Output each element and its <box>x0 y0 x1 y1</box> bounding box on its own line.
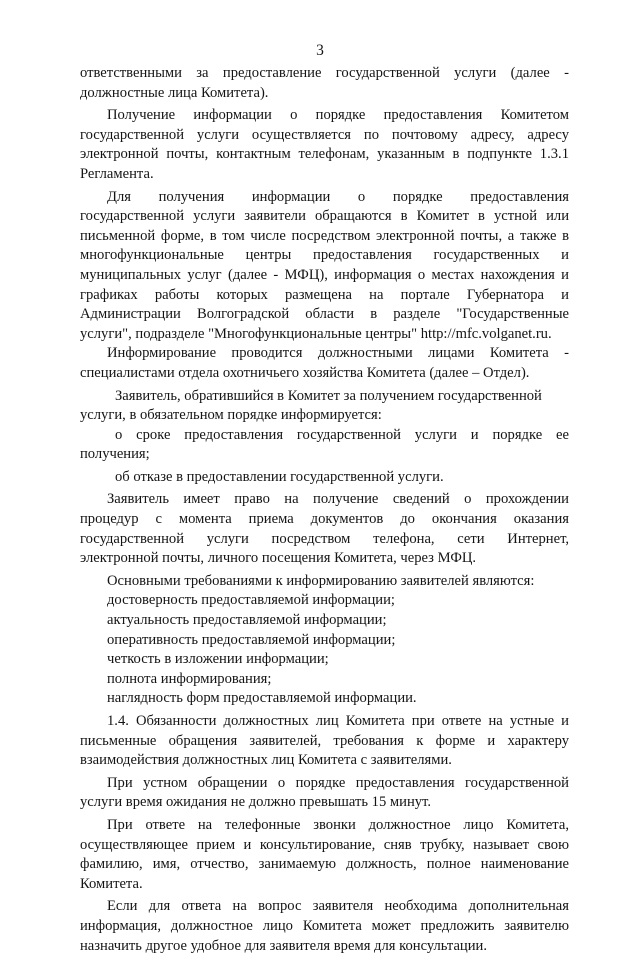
text-line: Заявитель, обратившийся в Комитет за получением государственной <box>115 387 542 404</box>
text-line: письменные обращения заявителей, требования к форме и характеру <box>80 732 569 749</box>
text-line: Если для ответа на вопрос заявителя необходима дополнительная <box>107 898 569 915</box>
text-line: Заявитель имеет право на получение сведений о прохождении <box>107 491 569 508</box>
text-line: услуги время ожидания не должно превышать 15 минут. <box>80 794 431 811</box>
page-number: 3 <box>316 42 324 59</box>
text-line: ответственными за предоставление государственной услуги (далее - <box>80 65 569 81</box>
text-line: услуги", подразделе "Многофункциональные центры" http://mfc.volganet.ru. <box>80 325 552 342</box>
text-line: назначить другое удобное для заявителя время для консультации. <box>80 937 488 954</box>
text-line: достоверность предоставляемой информации; <box>107 592 395 609</box>
text-line: осуществляющее прием и консультирование, сняв трубку, называет свою <box>80 836 569 853</box>
text-line: актуальность предоставляемой информации; <box>107 612 387 629</box>
text-line: Комитета. <box>80 875 143 892</box>
text-line: фамилию, имя, отчество, занимаемую должность, полное наименование <box>80 856 569 873</box>
text-line: многофункциональные центры предоставления государственных и <box>80 247 569 264</box>
text-line: Информирование проводится должностными лицами Комитета - <box>107 345 569 362</box>
text-line: специалистами отдела охотничьего хозяйства Комитета (далее – Отдел). <box>80 364 530 381</box>
text-line: государственной услуги осуществляется по почтовому адресу, адресу <box>80 126 569 143</box>
text-line: оперативность предоставляемой информации; <box>107 631 396 648</box>
text-line: получения; <box>80 446 150 463</box>
document-body <box>80 64 569 956</box>
text-line: о сроке предоставления государственной услуги и порядке ее <box>115 426 569 443</box>
text-line: При ответе на телефонные звонки должностное лицо Комитета, <box>107 816 569 833</box>
text-line: муниципальных услуг (далее - МФЦ), информация о местах нахождения и <box>80 266 569 283</box>
text-line: услуги, в обязательном порядке информируется: <box>80 407 382 424</box>
text-line: Получение информации о порядке предоставления Комитетом <box>107 107 569 124</box>
text-line: должностные лица Комитета). <box>80 84 269 101</box>
text-line: графиках работы которых размещена на портале Губернатора и <box>80 286 569 303</box>
text-line: электронной почты, личного посещения Комитета, через МФЦ. <box>80 550 477 567</box>
text-line: Для получения информации о порядке предоставления <box>107 188 569 205</box>
text-line: процедур с момента приема документов до окончания оказания <box>80 511 569 528</box>
text-line: информация, должностное лицо Комитета может предложить заявителю <box>80 917 569 934</box>
text-line: Администрации Волгоградской области в разделе "Государственные <box>80 306 569 323</box>
text-line: государственной услуги посредством телефона, сети Интернет, <box>80 530 569 547</box>
text-line: об отказе в предоставлении государственной услуги. <box>115 468 444 485</box>
text-line: государственной услуги заявители обращаются в Комитет в устной или <box>80 208 569 225</box>
text-line: Регламента. <box>80 165 154 182</box>
text-line: четкость в изложении информации; <box>107 651 329 668</box>
text-line: При устном обращении о порядке предоставления государственной <box>107 774 569 791</box>
text-line: полнота информирования; <box>107 670 272 687</box>
text-line: Основными требованиями к информированию заявителей являются: <box>107 572 535 589</box>
text-line: взаимодействия должностных лиц Комитета с заявителями. <box>80 752 452 769</box>
text-line: наглядность форм предоставляемой информации. <box>107 690 417 707</box>
text-line: письменной форме, в том числе посредством электронной почты, а также в <box>80 227 569 244</box>
text-line: 1.4. Обязанности должностных лиц Комитета при ответе на устные и <box>107 713 569 729</box>
text-line: электронной почты, контактным телефонам, указанным в подпункте 1.3.1 <box>80 146 569 163</box>
